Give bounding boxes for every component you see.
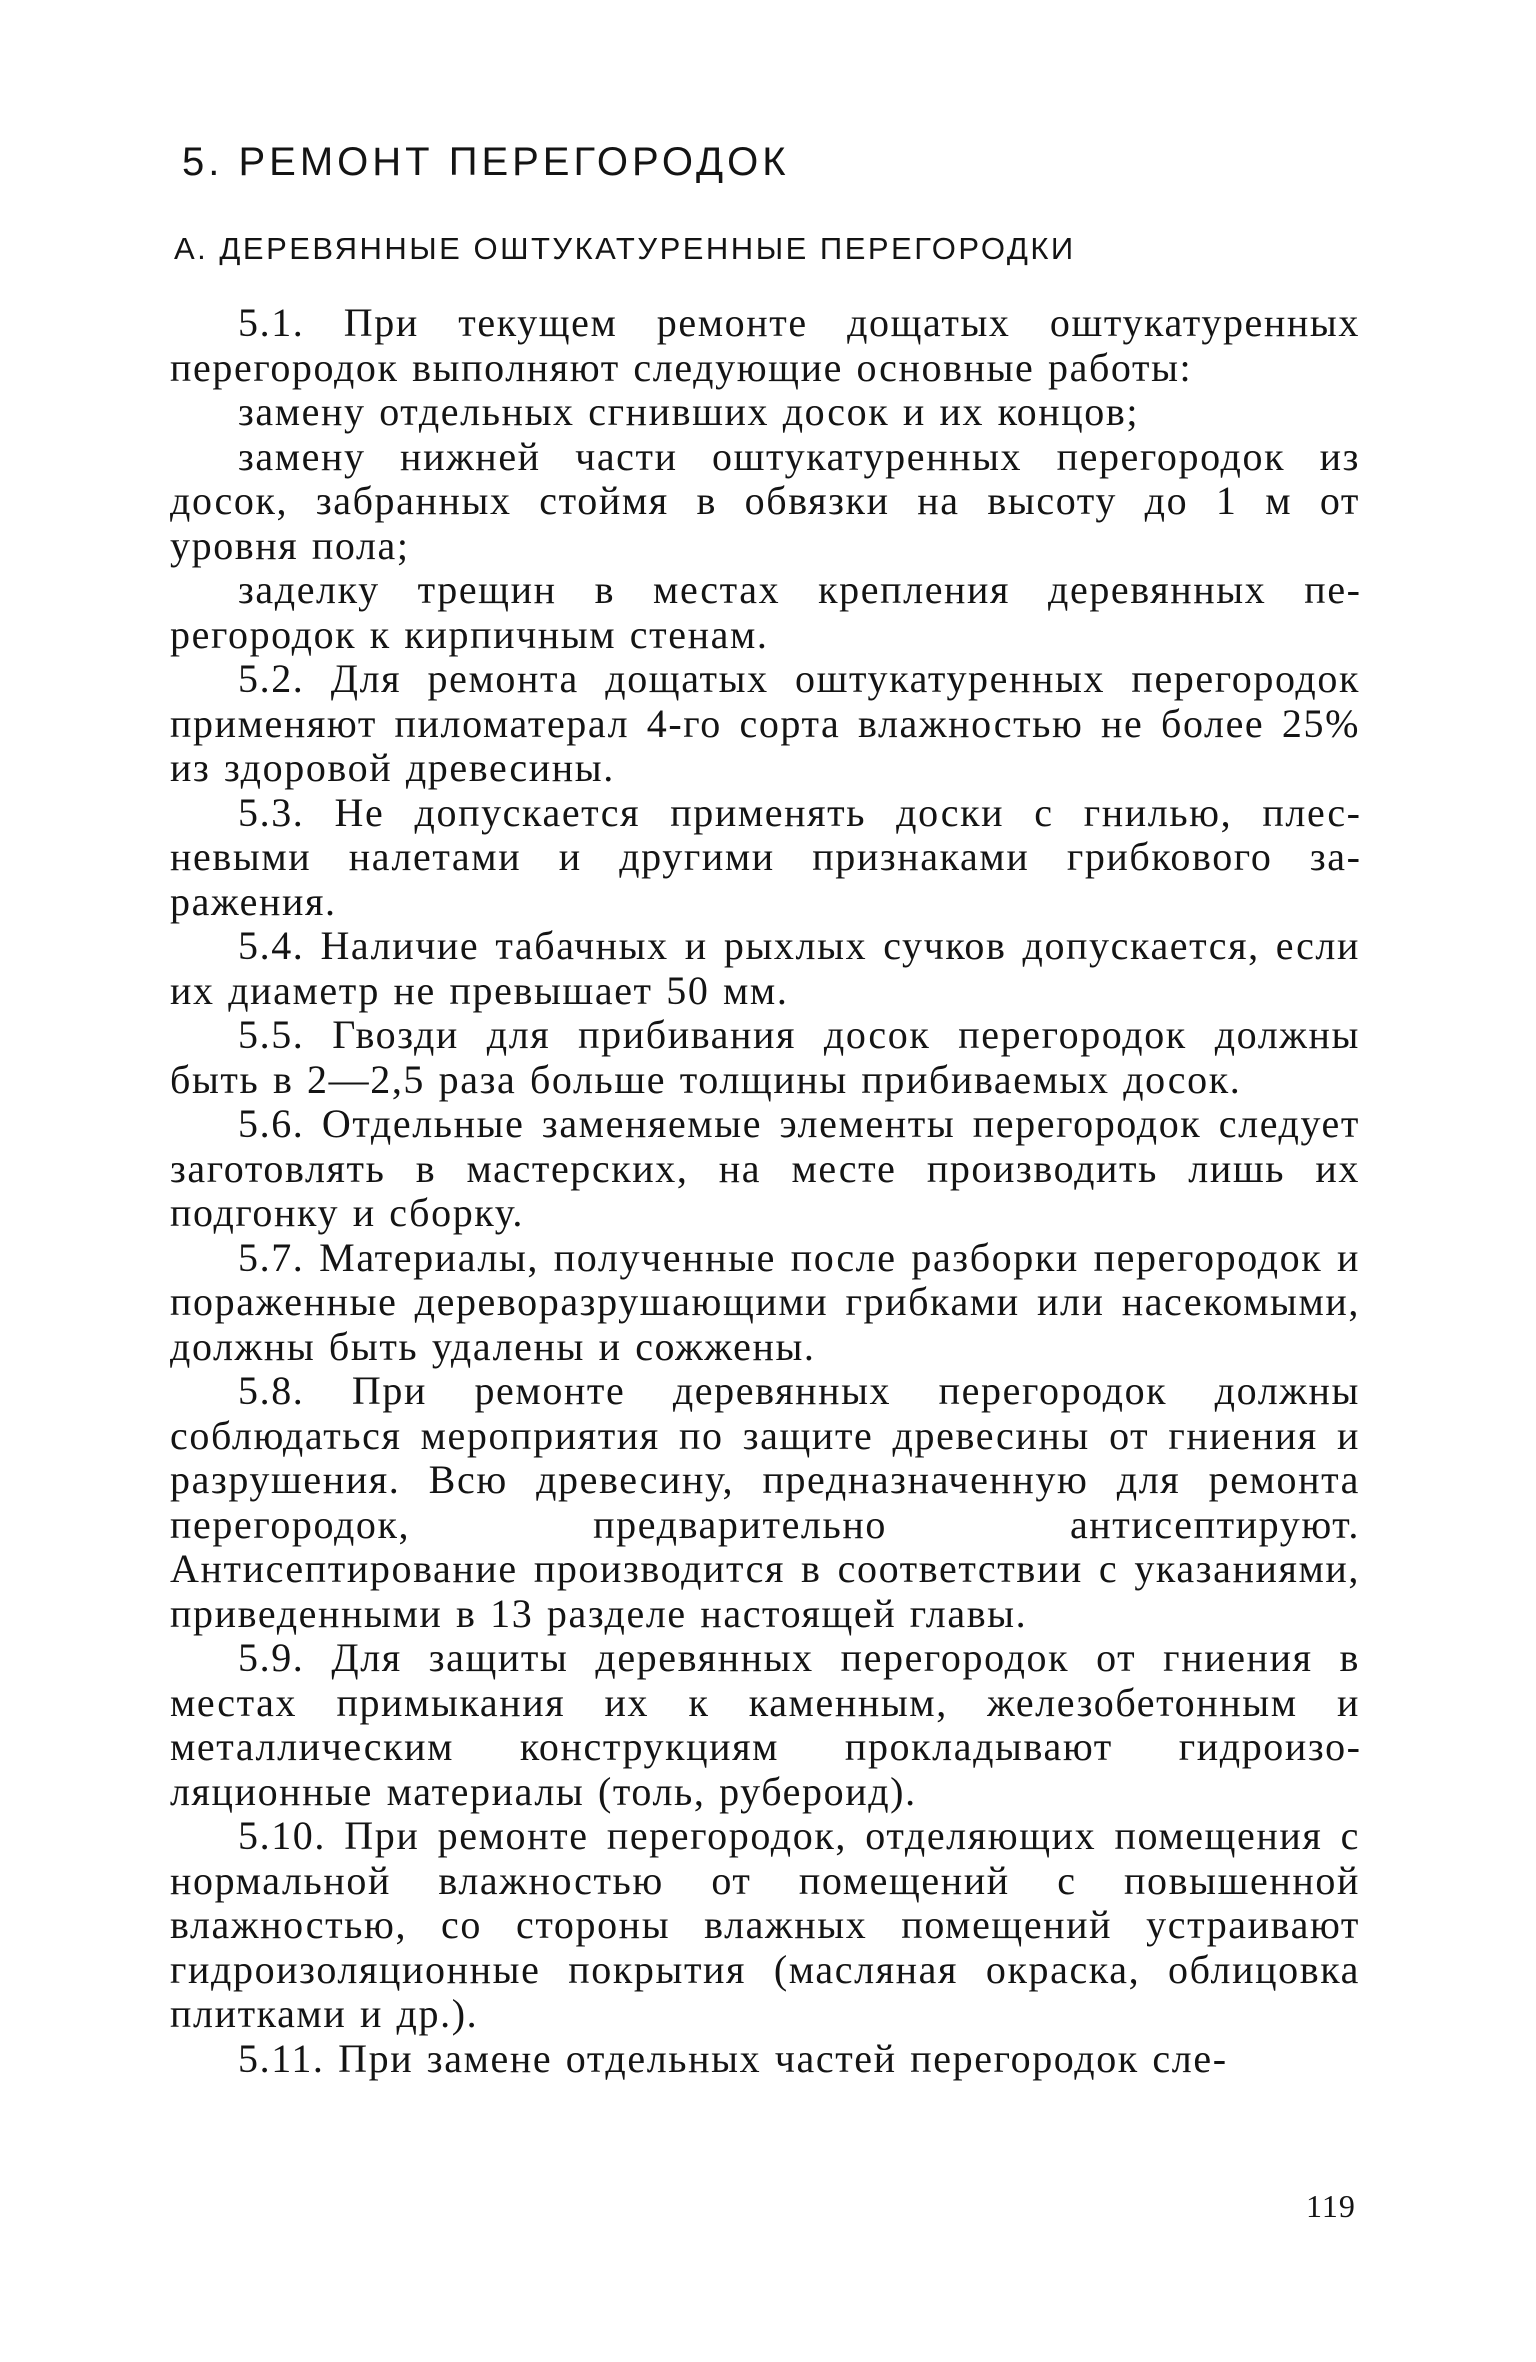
paragraph-5-4: 5.4. Наличие табачных и рыхлых сучков допускается, если их диаметр не превышает 50 мм. (170, 923, 1360, 1013)
paragraph-5-2: 5.2. Для ремонта дощатых оштукатуренных перегородок применяют пиломатерал 4-го сорта влажностью не более 25% из здоровой древесины. (170, 656, 1360, 790)
paragraph-5-8: 5.8. При ремонте деревянных перегородок должны соблюдаться мероприятия по защите древесины от гниения и разрушения. Всю древесину, предназначенную для ремонта перегородок, предварительно антисептируют. Антисептирование производится в соответствии с указаниями, приведенными в 13 разделе настоящей главы. (170, 1368, 1360, 1636)
list-item-crack-sealing: заделку трещин в местах крепления деревянных перегородок к кирпичным стенам. (170, 567, 1360, 657)
paragraph-5-11: 5.11. При замене отдельных частей перегородок сле- (238, 2035, 1228, 2081)
list-item-lower-part-replacement: замену нижней части оштукатуренных перегородок из досок, забранных стоймя в обвязки на высоту до 1 м от уровня пола; (170, 433, 1360, 568)
paragraph-5-3: 5.3. Не допускается применять доски с гнилью, плесневыми налетами и другими признаками грибкового заражения. (170, 789, 1360, 924)
page-content (170, 140, 1360, 2081)
list-item-board-replacement: замену отдельных сгнивших досок и их концов; (238, 389, 1140, 434)
section-title: 5. РЕМОНТ ПЕРЕГОРОДОК (182, 140, 790, 184)
subsection-title: А. ДЕРЕВЯННЫЕ ОШТУКАТУРЕННЫЕ ПЕРЕГОРОДКИ (174, 231, 1076, 266)
paragraph-5-7: 5.7. Материалы, полученные после разборки перегородок и пораженные дереворазрушающими грибками или насекомыми, должны быть удалены и сожжены. (170, 1234, 1360, 1369)
page-number: 119 (1306, 2188, 1356, 2224)
paragraph-5-6: 5.6. Отдельные заменяемые элементы перегородок следует заготовлять в мастерских, на месте производить лишь их подгонку и сборку. (170, 1101, 1360, 1235)
paragraph-5-1: 5.1. При текущем ремонте дощатых оштукатуренных перегородок выполняют следующие основные работы: (170, 300, 1360, 390)
paragraph-5-10: 5.10. При ремонте перегородок, отделяющих помещения с нормальной влажностью от помещений с повышенной влажностью, со стороны влажных помещений устраивают гидроизоляционные покрытия (масляная окраска, облицовка плитками и др.). (170, 1813, 1360, 2036)
body-text (170, 301, 1360, 2081)
paragraph-5-9: 5.9. Для защиты деревянных перегородок от гниения в местах примыкания их к каменным, железобетонным и металлическим конструкциям прокладывают гидроизоляционные материалы (толь, рубероид). (170, 1635, 1360, 1814)
paragraph-5-5: 5.5. Гвозди для прибивания досок перегородок должны быть в 2—2,5 раза больше толщины прибиваемых досок. (170, 1012, 1360, 1102)
